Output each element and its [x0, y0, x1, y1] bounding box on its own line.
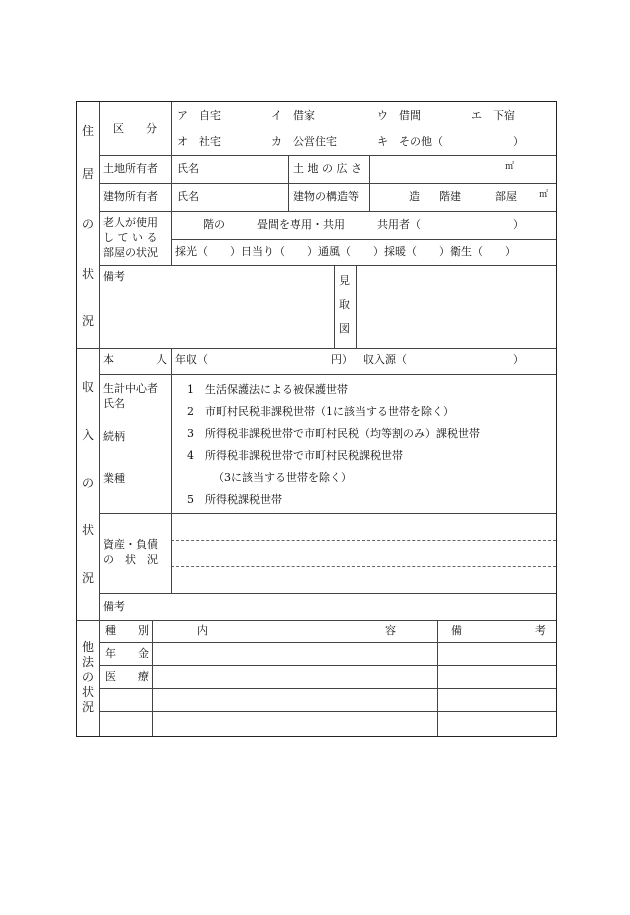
land-owner-name-label: 氏名	[177, 162, 199, 175]
other-law-content-header: 内	[197, 624, 208, 637]
room-tatami-usage: 畳間を専用・共用	[257, 218, 345, 231]
room-floor: 階の	[203, 218, 225, 231]
section-housing-char: 状	[81, 267, 94, 281]
room-label-line3: 部屋の状況	[103, 246, 158, 259]
other-law-pension: 年 金	[105, 647, 149, 660]
section-income-char: の	[81, 476, 94, 490]
other-law-notes-header: 考	[535, 624, 546, 637]
option-rented-room: ウ 借間	[377, 109, 421, 122]
other-law-content-header: 容	[385, 624, 396, 637]
sketch-label-char: 図	[339, 322, 350, 335]
other-law-notes-header: 備	[451, 624, 462, 637]
annual-income-label: 年収（	[175, 353, 208, 366]
kubun-label: 区 分	[113, 122, 157, 135]
structure-type: 造	[409, 190, 420, 203]
sketch-label-char: 見	[339, 274, 350, 287]
relation-label: 続柄	[103, 430, 125, 443]
section-other-law-char: 法	[81, 655, 94, 669]
option-public-housing: カ 公営住宅	[271, 135, 337, 148]
other-law-type-header: 種 別	[105, 624, 149, 637]
category-item: 5 所得税課税世帯	[187, 493, 282, 506]
income-source-close: ）	[513, 353, 524, 366]
self-label: 本 人	[103, 353, 167, 366]
section-boundary	[77, 620, 556, 621]
option-other-close: ）	[513, 135, 524, 148]
section-income-char: 収	[81, 380, 94, 394]
income-notes-label: 備考	[103, 600, 125, 613]
section-other-law-char: 他	[81, 640, 94, 654]
section-housing-char: 居	[81, 167, 94, 181]
room-conditions: 採光（ ）日当り（ ）通風（ ）採暖（ ）衛生（ ）	[175, 245, 516, 258]
option-boarding: エ 下宿	[471, 109, 515, 122]
option-own-home: ア 自宅	[177, 109, 221, 122]
section-income-char: 入	[81, 428, 94, 442]
section-divider	[99, 102, 100, 622]
room-shared-with: 共用者（	[377, 218, 421, 231]
category-item: 1 生活保護法による被保護世帯	[187, 383, 348, 396]
option-company-housing: オ 社宅	[177, 135, 221, 148]
building-owner-label: 建物所有者	[103, 190, 158, 203]
income-source-label: 収入源（	[363, 353, 407, 366]
structure-label: 建物の構造等	[293, 190, 359, 203]
assets-label-line2: の 状 況	[103, 553, 158, 566]
structure-area-unit: ㎡	[539, 190, 549, 200]
room-label-line2: し て い る	[103, 231, 158, 244]
section-other-law-char: の	[81, 670, 94, 684]
yen-suffix: 円）	[331, 353, 353, 366]
section-other-law-char: 状	[81, 685, 94, 699]
option-other: キ その他（	[377, 135, 443, 148]
category-item: 3 所得税非課税世帯で市町村民税（均等割のみ）課税世帯	[187, 427, 480, 440]
section-income-char: 状	[81, 523, 94, 537]
section-housing-char: 住	[81, 124, 94, 138]
room-label-line1: 老人が使用	[103, 216, 158, 229]
category-item: 4 所得税非課税世帯で市町村民税課税世帯	[187, 449, 403, 462]
assets-label-line1: 資産・負債	[103, 538, 158, 551]
occupation-label: 業種	[103, 472, 125, 485]
housing-notes-label: 備考	[103, 270, 125, 283]
household-head-label: 生計中心者	[103, 382, 158, 395]
land-area-unit: ㎡	[505, 162, 515, 172]
application-form	[76, 101, 557, 737]
option-rented-house: イ 借家	[271, 109, 315, 122]
household-head-name-label: 氏名	[103, 397, 125, 410]
other-law-medical: 医 療	[105, 670, 149, 683]
room-shared-close: ）	[513, 218, 524, 231]
structure-rooms: 部屋	[495, 190, 517, 203]
section-housing-char: 況	[81, 314, 94, 328]
section-other-law-char: 況	[81, 700, 94, 714]
section-housing-char: の	[81, 217, 94, 231]
building-owner-name-label: 氏名	[177, 190, 199, 203]
section-boundary	[77, 348, 556, 349]
category-item-note: （3に該当する世帯を除く）	[213, 471, 352, 484]
category-item: 2 市町村民税非課税世帯（1に該当する世帯を除く）	[187, 405, 454, 418]
land-owner-label: 土地所有者	[103, 162, 158, 175]
structure-floors: 階建	[439, 190, 461, 203]
sketch-label-char: 取	[339, 298, 350, 311]
land-area-label: 土 地 の 広 さ	[293, 162, 362, 175]
section-income-char: 況	[81, 571, 94, 585]
